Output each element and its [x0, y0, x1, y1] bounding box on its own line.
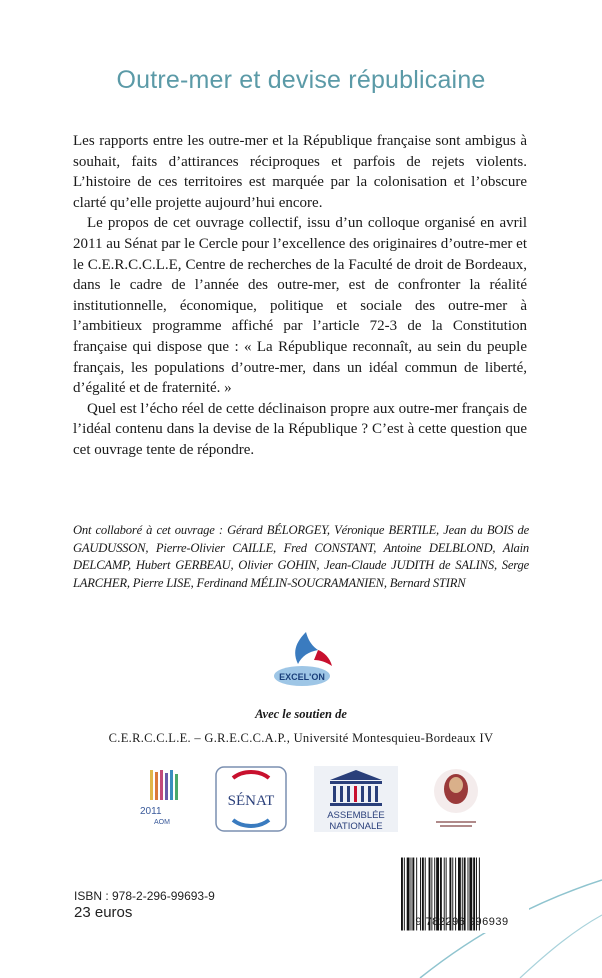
- support-heading: Avec le soutien de: [255, 707, 347, 721]
- montesquieu-portrait-logo: [420, 763, 492, 835]
- excellence-logo-text: EXCEL'ON: [279, 672, 325, 682]
- senat-logo-text: SÉNAT: [227, 793, 275, 809]
- year-logo-text: 2011: [140, 806, 162, 817]
- back-cover-summary: [73, 131, 527, 461]
- summary-paragraph-3: Quel est l’écho réel de cette déclinaison propre aux outre-mer français de l’idéal contenu dans la devise de la République ? C’est à cette question que cet ouvrage tente de répondre.: [73, 400, 527, 458]
- senat-logo: [215, 766, 287, 832]
- collaborators-list: Ont collaboré à cet ouvrage : Gérard BÉLORGEY, Véronique BERTILE, Jean du BOIS de GAUDUSSON, Pierre-Olivier CAILLE, Fred CONSTANT, Antoine DELBLOND, Alain DELCAMP, Hubert GERBEAU, Olivier GOHIN, Jean-Claude JUDITH de SALINS, Serge LARCHER, Pierre LISE, Ferdinand MÉLIN-SOUCRAMANIEN, Bernard STIRN: [73, 523, 529, 590]
- book-title: Outre-mer et devise républicaine: [116, 66, 486, 94]
- assemblee-line1: ASSEMBLÉE: [327, 810, 385, 821]
- summary-paragraph-1: Les rapports entre les outre-mer et la République française sont ambigus à souhait, faits d’attirances réciproques et parfois de rejets violents. L’histoire de ces territoires est marquée par la colonisation et l’obscure clarté qu’elle projette aujourd’hui encore.: [73, 133, 527, 211]
- summary-paragraph-2: Le propos de cet ouvrage collectif, issu d’un colloque organisé en avril 2011 au Sénat par le Cercle pour l’excellence des originaires d’outre-mer et le C.E.R.C.C.L.E, Centre de recherches de la Faculté de droit de Bordeaux, dans le cadre de l’année des outre-mer, est de confronter la réalité institutionnelle, économique, politique et sociale des outre-mer à l’ambitieux programme affiché par l’article 72-3 de la Constitution française qui dispose que : « La République reconnaît, au sein du peuple français, les populations d’outre-mer, dans un idéal commun de liberté, d’égalité et de fraternité. »: [73, 215, 527, 397]
- isbn: ISBN : 978-2-296-99693-9: [74, 889, 215, 903]
- assemblee-nationale-logo: [314, 766, 398, 832]
- year-of-overseas-logo: [136, 768, 188, 826]
- assemblee-line2: NATIONALE: [329, 821, 383, 832]
- price: 23 euros: [74, 904, 133, 921]
- excellence-logo: [262, 628, 342, 694]
- support-organizations: C.E.R.C.C.L.E. – G.R.E.C.C.A.P., Université Montesquieu-Bordeaux IV: [108, 731, 494, 745]
- year-logo-sub: AOM: [154, 819, 170, 826]
- barcode-number: 9 782296 996939: [415, 916, 509, 928]
